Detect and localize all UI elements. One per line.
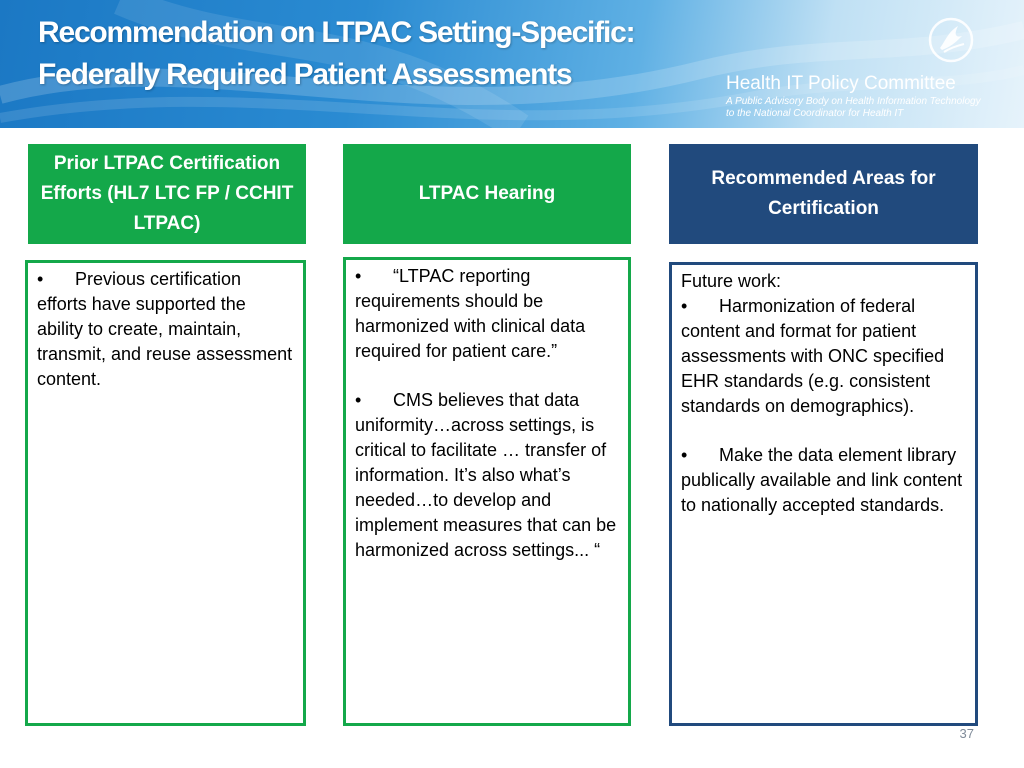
bullet-text: Make the data element library publically available and link content to nationally accepted standards.: [681, 445, 963, 515]
hhs-eagle-logo-icon: [928, 14, 974, 66]
bullet-mark: •: [681, 296, 688, 316]
prior-efforts-heading-text: Prior LTPAC Certification Efforts (HL7 LTC FP / CCHIT LTPAC): [40, 153, 294, 234]
slide-title-line-2: Federally Required Patient Assessments: [38, 58, 572, 91]
committee-subtitle-1: A Public Advisory Body on Health Information Technology: [726, 96, 981, 107]
future-work-label: Future work:: [681, 271, 782, 291]
ltpac-hearing-heading-text: LTPAC Hearing: [418, 183, 556, 204]
bullet-item: [37, 267, 294, 392]
bullet-item: [681, 294, 966, 419]
slide-title-line-1: Recommendation on LTPAC Setting-Specific:: [38, 16, 635, 49]
prior-efforts-panel: [25, 260, 306, 726]
bullet-text: Previous certification efforts have supported the ability to create, maintain, transmit, and reuse assessment content.: [37, 269, 293, 389]
bullet-mark: •: [355, 266, 362, 286]
slide-title: [38, 12, 718, 96]
page-number: 37: [959, 726, 974, 741]
committee-name: Health IT Policy Committee: [726, 73, 956, 94]
bullet-text: “LTPAC reporting requirements should be harmonized with clinical data required for patient care.”: [355, 266, 586, 361]
bullet-item: [355, 264, 619, 364]
bullet-text: CMS believes that data uniformity…across settings, is critical to facilitate … transfer of information. It’s also what’s needed…to develop and implement measures that can be harmonized across settings... “: [355, 390, 617, 560]
bullet-text: Harmonization of federal content and format for patient assessments with ONC specified EHR standards (e.g. consistent standards on demographics).: [681, 296, 945, 416]
bullet-item: [355, 388, 619, 563]
ltpac-hearing-heading: [343, 144, 631, 244]
bullet-mark: •: [355, 390, 362, 410]
recommended-areas-panel: [669, 262, 978, 726]
committee-branding: [726, 72, 1022, 120]
recommended-areas-heading: [669, 144, 978, 244]
bullet-mark: •: [681, 445, 688, 465]
ltpac-hearing-panel: [343, 257, 631, 726]
recommended-areas-heading-text: Recommended Areas for Certification: [711, 168, 936, 219]
slide-header: [0, 0, 1024, 128]
prior-efforts-heading: [28, 144, 306, 244]
bullet-item: [681, 443, 966, 518]
committee-subtitle-2: to the National Coordinator for Health IT: [726, 108, 904, 119]
bullet-mark: •: [37, 269, 44, 289]
